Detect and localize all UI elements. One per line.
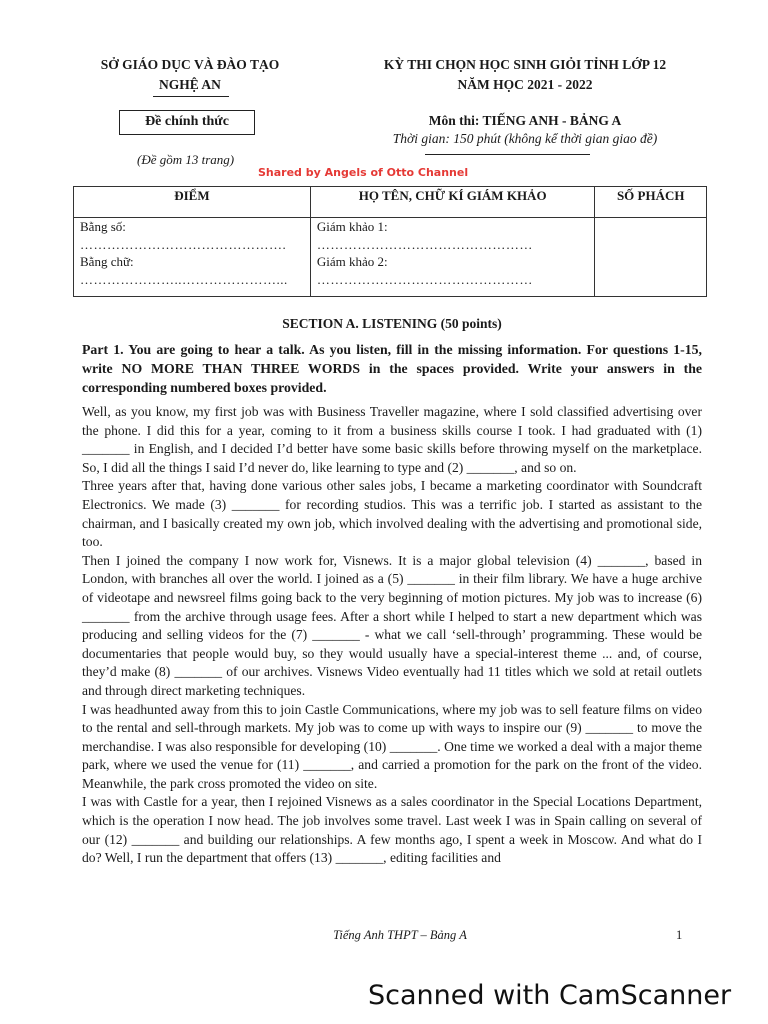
score-number-label: Bằng số:: [80, 219, 126, 234]
exam-title: KỲ THI CHỌN HỌC SINH GIỎI TỈNH LỚP 12: [383, 57, 667, 72]
score-table-header-row: [74, 187, 707, 218]
paragraph: Three years after that, having done various other sales jobs, I became a marketing coordinator with Soundcraft Electronics. We made (3) _______ for recording studios. This was a terrific job. I started as assistant to the chairman, and I basically created my own job, which involved dealing with the advertising and promotional side, too.: [82, 478, 702, 550]
score-table: [73, 186, 707, 297]
paragraph: Then I joined the company I now work for, Visnews. It is a major global television (4) _______, based in London, with branches all over the world. I joined as a (5) _______ in their film library. We have a huge archive of videotape and newsreel films going back to the very beginning of motion pictures. My job was to increase (6) _______ from the archive through usage fees. After a short while I helped to start a new department which was producing and selling videos for the (7) _______ - what we call ‘sell-through’ programming. These would be documentaries that people would buy, so they would usually have a special-interest theme ... and, of course, they’d make (8) _______ of our archives. Visnews Video eventually had 11 titles which we sold at retail outlets and through direct marketing techniques.: [82, 552, 702, 698]
score-number-blank[interactable]: ……………………………………….: [80, 236, 287, 252]
page-footer: Tiếng Anh THPT – Bảng A: [333, 928, 467, 942]
header-left-underline: [153, 96, 229, 97]
shared-by-note: Shared by Angels of Otto Channel: [258, 166, 469, 179]
examiner1-blank[interactable]: …………………………………………: [316, 236, 533, 252]
examiner2-blank[interactable]: …………………………………………: [316, 271, 533, 287]
camscanner-watermark: Scanned with CamScanner: [368, 980, 732, 1011]
pages-note: (Đề gồm 13 trang): [137, 152, 235, 167]
paragraph: I was with Castle for a year, then I rejoined Visnews as a sales coordinator in the Special Locations Department, which is the operation I now head. The job involves some travel. Last week I was in Spain calling on several of our (12) _______ and building our relationships. A few months ago, I spent a week in Moscow. And what do I do? Well, I run the department that offers (13) _______, editing facilities and: [82, 794, 702, 866]
paragraph: Well, as you know, my first job was with Business Traveller magazine, where I sold classified advertising over the phone. I did this for a year, coming to it from a business skills course I took. I had graduated with (1) _______ in English, and I decided I’d better have some basic skills before throwing myself on the marketplace. So, I did all the things I said I’d never do, like learning to type and (2) _______, and so on.: [82, 404, 702, 475]
score-words-label: Bằng chữ:: [80, 254, 134, 269]
header-code: SỐ PHÁCH: [595, 187, 707, 218]
score-words-blank[interactable]: …………………..…………………...: [80, 271, 288, 287]
score-table-body-row: [74, 218, 707, 297]
official-exam-box: Đề chính thức: [119, 110, 255, 135]
examiners-cell: [310, 218, 595, 297]
transcript: [82, 403, 702, 868]
province-name: NGHỆ AN: [159, 77, 221, 92]
part1-instructions: Part 1. You are going to hear a talk. As you listen, fill in the missing information. For questions 1-15, write NO MORE THAN THREE WORDS in the spaces provided. Write your answers in the corresponding numbered boxes provided.: [82, 342, 702, 395]
school-year: NĂM HỌC 2021 - 2022: [457, 77, 593, 92]
header-examiners: HỌ TÊN, CHỮ KÍ GIÁM KHẢO: [310, 187, 595, 218]
paragraph: I was headhunted away from this to join Castle Communications, where my job was to sell feature films on video to the rental and sell-through markets. My job was to come up with ways to inspire our (9) _______ to move the merchandise. I was also responsible for developing (10) _______. One time we worked a deal with a major theme park, where we used the venue for (11) _______, and carried a promotion for the park on the front of the video. Meanwhile, the park cross promoted the video on site.: [82, 701, 702, 791]
examiner1-label: Giám khảo 1:: [316, 219, 388, 234]
score-cell: [74, 218, 311, 297]
department-name: SỞ GIÁO DỤC VÀ ĐÀO TẠO: [100, 57, 280, 72]
subject-line: Môn thi: TIẾNG ANH - BẢNG A: [428, 113, 622, 128]
header-score: ĐIỂM: [74, 187, 311, 218]
code-cell[interactable]: [595, 218, 707, 297]
time-line: Thời gian: 150 phút (không kể thời gian giao đề): [392, 131, 658, 146]
page-number: 1: [676, 928, 683, 942]
examiner2-label: Giám khảo 2:: [316, 254, 388, 269]
header-right-underline: [425, 154, 590, 155]
section-title: SECTION A. LISTENING (50 points): [282, 316, 502, 331]
